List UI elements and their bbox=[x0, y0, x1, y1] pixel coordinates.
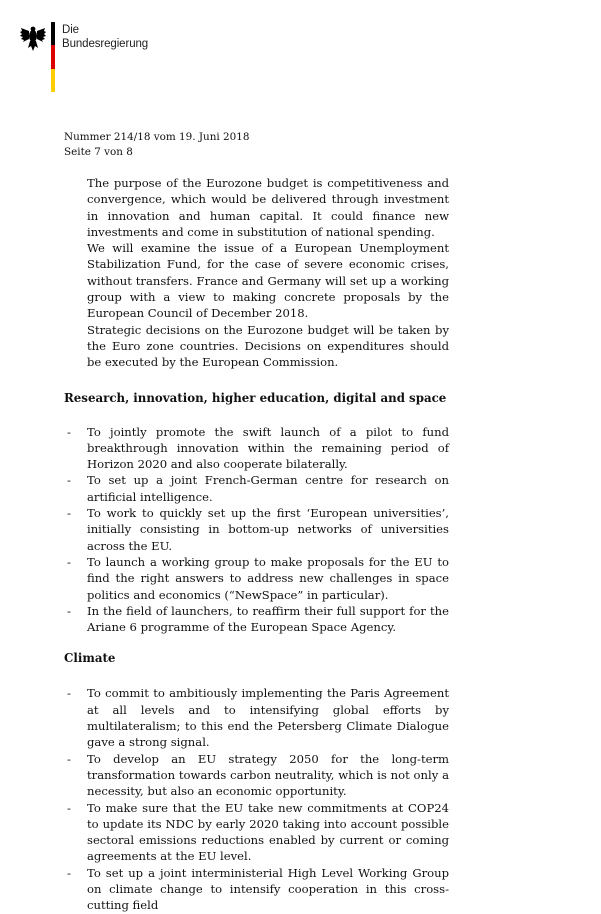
list-item-text: To work to quickly set up the first ‘European universities’, initially consisting in bottom-up networks of universities across the EU. bbox=[87, 506, 449, 553]
bundesregierung-logo bbox=[20, 22, 180, 94]
page-indicator: Seite 7 von 8 bbox=[64, 146, 133, 158]
list-item bbox=[64, 472, 449, 505]
list-item bbox=[64, 505, 449, 554]
org-line-1: Die bbox=[62, 24, 79, 36]
document-body bbox=[64, 175, 449, 914]
list-item bbox=[64, 800, 449, 865]
list-item bbox=[64, 554, 449, 603]
org-line-2: Bundesregierung bbox=[62, 38, 149, 50]
dash-bullet: - bbox=[67, 603, 71, 618]
list-item-text: To launch a working group to make proposals for the EU to find the right answers to address new challenges in space politics and economics (“NewSpace” in particular). bbox=[87, 554, 449, 602]
dash-bullet: - bbox=[67, 506, 71, 521]
section-heading-research: Research, innovation, higher education, digital and space bbox=[64, 390, 447, 405]
paragraph: We will examine the issue of a European Unemployment Stabilization Fund, for the case of severe economic crises, without transfers. France and Germany will set up a working group with a view to making concrete proposals by the European Council of December 2018. bbox=[87, 241, 449, 321]
flag-stripe-gold bbox=[51, 69, 55, 92]
eurozone-budget-section bbox=[64, 175, 449, 371]
section-heading-climate: Climate bbox=[64, 651, 116, 666]
dash-bullet: - bbox=[67, 865, 71, 880]
german-flag-bar bbox=[51, 22, 55, 92]
list-item-text: To commit to ambitiously implementing the Paris Agreement at all levels and to intensifying global efforts by multilateralism; to this end the Petersberg Climate Dialogue gave a strong signal. bbox=[87, 686, 449, 750]
organization-name bbox=[62, 23, 148, 51]
federal-eagle-icon bbox=[20, 24, 46, 52]
paragraph: The purpose of the Eurozone budget is competitiveness and convergence, which would be delivered through investment in innovation and human capital. It could finance new investments and come in substitution of national spending. bbox=[87, 176, 449, 239]
list-item bbox=[64, 751, 449, 800]
list-item-text: To make sure that the EU take new commitments at COP24 to update its NDC by early 2020 taking into account possible sectoral emissions reductions enabled by current or coming agreements at the EU level. bbox=[87, 800, 449, 864]
list-item bbox=[64, 685, 449, 750]
dash-bullet: - bbox=[67, 554, 71, 569]
dash-bullet: - bbox=[67, 686, 71, 701]
paragraph: Strategic decisions on the Eurozone budget will be taken by the Euro zone countries. Decisions on expenditures should be executed by the European Commission. bbox=[87, 322, 449, 370]
research-list bbox=[64, 424, 449, 636]
dash-bullet: - bbox=[67, 751, 71, 766]
dash-bullet: - bbox=[67, 473, 71, 488]
list-item bbox=[64, 424, 449, 473]
list-item-text: To set up a joint French-German centre for research on artificial intelligence. bbox=[87, 473, 449, 504]
dash-bullet: - bbox=[67, 800, 71, 815]
list-item-text: To jointly promote the swift launch of a pilot to fund breakthrough innovation within the remaining period of Horizon 2020 and also cooperate bilaterally. bbox=[87, 424, 449, 472]
list-item-text: To set up a joint interministerial High Level Working Group on climate change to intensify cooperation in this cross-cutting field bbox=[87, 865, 449, 913]
document-meta bbox=[64, 130, 250, 160]
climate-list bbox=[64, 685, 449, 913]
list-item-text: To develop an EU strategy 2050 for the long-term transformation towards carbon neutrality, which is not only a necessity, but also an economic opportunity. bbox=[87, 751, 449, 799]
flag-stripe-red bbox=[51, 45, 55, 68]
flag-stripe-black bbox=[51, 22, 55, 45]
dash-bullet: - bbox=[67, 424, 71, 439]
list-item-text: In the field of launchers, to reaffirm their full support for the Ariane 6 programme of the European Space Agency. bbox=[87, 603, 449, 635]
list-item bbox=[64, 603, 449, 636]
list-item bbox=[64, 865, 449, 914]
press-release-number: Nummer 214/18 vom 19. Juni 2018 bbox=[64, 131, 250, 143]
